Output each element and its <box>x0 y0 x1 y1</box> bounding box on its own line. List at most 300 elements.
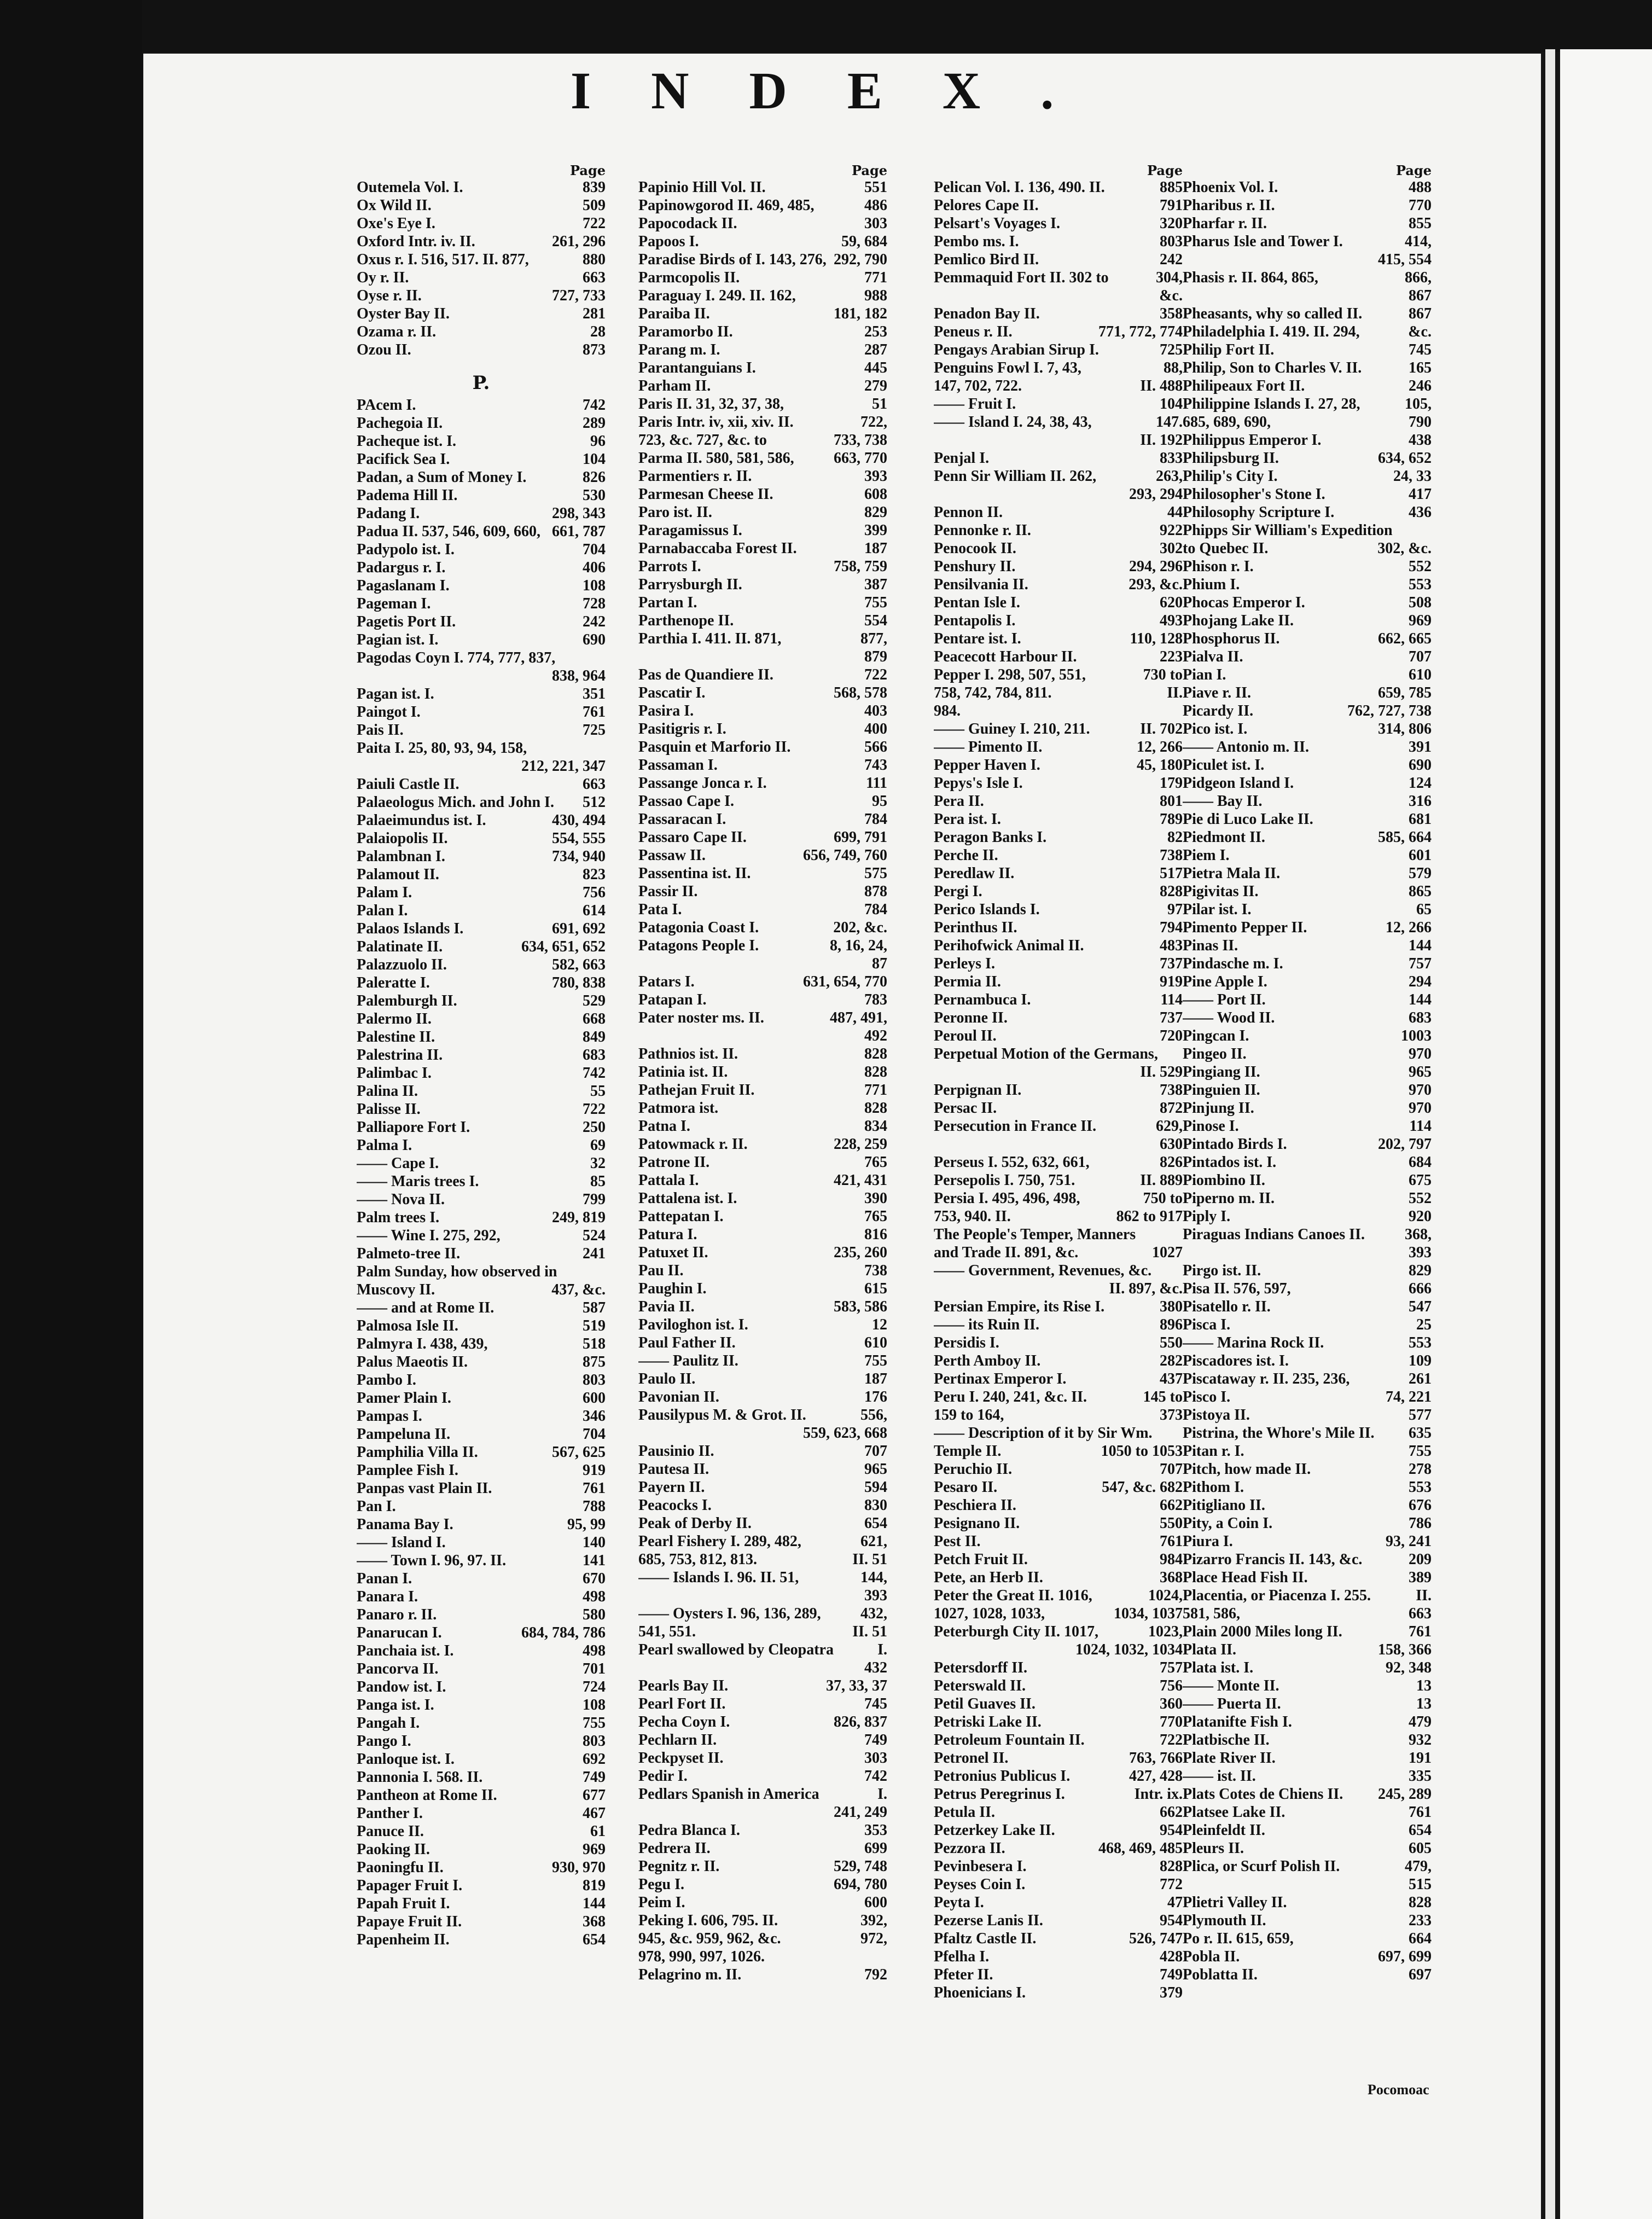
index-entry <box>638 1189 887 1207</box>
entry-term: Pergi I. <box>934 883 982 900</box>
entry-pages: 233 <box>1409 1912 1432 1929</box>
index-entry <box>1183 1334 1432 1352</box>
entry-pages: 838, 964 <box>552 667 606 684</box>
index-entry <box>1183 1298 1432 1316</box>
index-entry <box>1183 485 1432 503</box>
entry-pages: 320 <box>1160 215 1183 232</box>
entry-term: Pisco I. <box>1183 1389 1231 1405</box>
index-entry <box>357 233 606 251</box>
entry-term: 685, 689, 690, <box>1183 414 1271 431</box>
entry-pages: 878 <box>864 883 887 900</box>
entry-term: Peterswald II. <box>934 1677 1026 1694</box>
entry-term: Pithom I. <box>1183 1479 1244 1496</box>
entry-term: Pentare ist. I. <box>934 630 1021 647</box>
entry-pages: 104 <box>1160 396 1183 413</box>
entry-pages: 722 <box>583 1101 606 1118</box>
entry-term: Peragon Banks I. <box>934 829 1047 846</box>
entry-term: Paraguay I. 249. II. 162, <box>638 287 796 304</box>
entry-term: Pleinfeldt II. <box>1183 1822 1265 1839</box>
entry-term: Padua II. 537, 546, 609, 660, <box>357 523 541 540</box>
entry-term: Persian Empire, its Rise I. <box>934 1298 1105 1315</box>
index-entry <box>934 901 1183 919</box>
index-entry <box>934 1135 1183 1153</box>
entry-pages: 734, 940 <box>552 848 606 865</box>
entry-pages: 421, 431 <box>834 1172 887 1189</box>
entry-term: Phasis r. II. 864, 865, <box>1183 269 1318 286</box>
entry-pages: 303 <box>864 215 887 232</box>
entry-term: Perinthus II. <box>934 919 1017 936</box>
entry-term: Persepolis I. 750, 751. <box>934 1172 1075 1189</box>
entry-term: Piedmont II. <box>1183 829 1265 846</box>
entry-pages: 970 <box>1409 1045 1432 1062</box>
index-entry <box>934 1045 1183 1063</box>
entry-term: Passaman I. <box>638 757 718 774</box>
entry-term: Palmeto-tree II. <box>357 1245 461 1262</box>
entry-term: Pata I. <box>638 901 682 918</box>
entry-pages: 676 <box>1409 1497 1432 1514</box>
index-entry <box>638 1857 887 1875</box>
index-entry <box>357 269 606 287</box>
entry-term: Papoos I. <box>638 233 699 250</box>
index-entry <box>638 901 887 919</box>
index-entry <box>638 1135 887 1153</box>
index-entry <box>638 882 887 901</box>
entry-term: Pagaslanam I. <box>357 577 450 594</box>
index-entry <box>357 559 606 577</box>
index-entry <box>638 1352 887 1370</box>
entry-term: —— Island I. <box>357 1534 446 1551</box>
entry-term: —— Town I. 96, 97. II. <box>357 1552 507 1569</box>
entry-term: —— Oysters I. 96, 136, 289, <box>638 1605 821 1622</box>
entry-term: Pageman I. <box>357 595 431 612</box>
entry-term: —— and at Rome II. <box>357 1299 495 1316</box>
entry-term: —— Paulitz II. <box>638 1352 738 1369</box>
index-entry <box>638 521 887 539</box>
entry-term: Pasira I. <box>638 702 694 719</box>
entry-pages: 438 <box>1409 432 1432 449</box>
entry-term: Palina II. <box>357 1083 418 1100</box>
index-entry <box>638 251 887 269</box>
index-entry <box>1183 828 1432 846</box>
index-entry <box>934 702 1183 720</box>
index-entry <box>934 1099 1183 1117</box>
entry-term: Peter the Great II. 1016, <box>934 1587 1092 1604</box>
entry-pages: 141 <box>583 1552 606 1569</box>
entry-term: Pigivitas II. <box>1183 883 1259 900</box>
entry-term: Phipps Sir William's Expedition <box>1183 522 1393 539</box>
index-entry <box>934 630 1183 648</box>
index-entry <box>1183 882 1432 901</box>
entry-pages: 108 <box>583 1697 606 1713</box>
index-entry <box>638 1334 887 1352</box>
entry-pages: 755 <box>864 594 887 611</box>
index-entry <box>638 377 887 395</box>
index-entry <box>934 720 1183 738</box>
entry-term: Picardy II. <box>1183 702 1254 719</box>
index-entry <box>934 1930 1183 1948</box>
entry-pages: 250 <box>583 1119 606 1136</box>
index-entry <box>1183 1406 1432 1424</box>
entry-pages: 784 <box>864 901 887 918</box>
entry-pages: 87 <box>872 955 887 972</box>
entry-term: Plata II. <box>1183 1641 1236 1658</box>
index-entry <box>934 1334 1183 1352</box>
index-entry <box>1183 377 1432 395</box>
entry-pages: 737 <box>1160 955 1183 972</box>
entry-term: Pinas II. <box>1183 937 1238 954</box>
index-entry <box>638 1225 887 1244</box>
entry-term: Patagons People I. <box>638 937 759 954</box>
index-entry <box>934 1081 1183 1099</box>
index-entry <box>357 1479 606 1497</box>
entry-pages: 82 <box>1167 829 1183 846</box>
entry-pages: 393 <box>1409 1244 1432 1261</box>
entry-term: Oxford Intr. iv. II. <box>357 233 475 250</box>
entry-pages: 88, <box>1164 359 1183 376</box>
entry-term: —— ist. II. <box>1183 1768 1256 1785</box>
entry-pages: 823 <box>583 866 606 883</box>
entry-term: Pintado Birds I. <box>1183 1136 1287 1153</box>
entry-term: Peyta I. <box>934 1894 984 1911</box>
index-entry <box>934 828 1183 846</box>
index-entry <box>638 196 887 214</box>
entry-term: Pegnitz r. II. <box>638 1858 720 1875</box>
entry-term: Pamplee Fish I. <box>357 1462 458 1479</box>
entry-pages: 749 <box>583 1769 606 1786</box>
entry-pages: 668 <box>583 1010 606 1027</box>
entry-pages: &c. <box>1159 287 1183 304</box>
index-entry <box>638 1785 887 1803</box>
entry-term: —— Wood II. <box>1183 1009 1275 1026</box>
entry-term: 984. <box>934 702 961 719</box>
entry-term: Pavonian II. <box>638 1389 719 1405</box>
entry-pages: 756 <box>1160 1677 1183 1694</box>
entry-term: Padang I. <box>357 505 420 522</box>
entry-term: Perpetual Motion of the Germans, <box>934 1045 1158 1062</box>
entry-term: Philadelphia I. 419. II. 294, <box>1183 323 1360 340</box>
entry-pages: 12, 266 <box>1386 919 1432 936</box>
index-entry <box>1183 395 1432 413</box>
index-entry <box>1183 1207 1432 1225</box>
entry-pages: 792 <box>864 1966 887 1983</box>
entry-term: Passange Jonca r. I. <box>638 775 767 792</box>
index-entry <box>357 196 606 214</box>
entry-term: Pinguien II. <box>1183 1082 1260 1099</box>
entry-pages: 755 <box>864 1352 887 1369</box>
entry-pages: 749 <box>1160 1966 1183 1983</box>
entry-pages: 865 <box>1409 883 1432 900</box>
index-entry <box>934 1370 1183 1388</box>
entry-term: Petzerkey Lake II. <box>934 1822 1055 1839</box>
entry-pages: 799 <box>583 1191 606 1208</box>
entry-term: Penshury II. <box>934 558 1016 575</box>
index-entry <box>357 1660 606 1678</box>
index-entry <box>934 1857 1183 1875</box>
entry-pages: 165 <box>1409 359 1432 376</box>
entry-term: Pan I. <box>357 1498 396 1515</box>
entry-term: Panara I. <box>357 1588 418 1605</box>
entry-term: Pingcan I. <box>1183 1027 1249 1044</box>
entry-pages: 498 <box>583 1642 606 1659</box>
entry-term: Paradise Birds of I. 143, 276, <box>638 251 827 268</box>
entry-term: —— Bay II. <box>1183 793 1263 810</box>
entry-pages: 51 <box>872 396 887 413</box>
entry-term: Palermo II. <box>357 1010 432 1027</box>
index-entry <box>357 1172 606 1190</box>
index-entry <box>1183 467 1432 485</box>
index-entry <box>1183 287 1432 305</box>
entry-term: Passaw II. <box>638 847 706 864</box>
entry-term: Perihofwick Animal II. <box>934 937 1084 954</box>
entry-pages: 85 <box>590 1173 606 1190</box>
index-entry <box>638 485 887 503</box>
entry-pages: 855 <box>1409 215 1432 232</box>
index-entry <box>934 919 1183 937</box>
entry-pages: 316 <box>1409 793 1432 810</box>
entry-pages: 432, <box>860 1605 887 1622</box>
entry-pages: 55 <box>590 1083 606 1100</box>
entry-term: Patura I. <box>638 1226 697 1243</box>
entry-term: Petrus Peregrinus I. <box>934 1786 1065 1803</box>
index-entry <box>638 539 887 557</box>
entry-pages: 830 <box>864 1497 887 1514</box>
entry-pages: 984 <box>1160 1551 1183 1568</box>
entry-pages: 279 <box>864 377 887 394</box>
entry-pages: 158, 366 <box>1378 1641 1432 1658</box>
entry-pages: 512 <box>583 794 606 811</box>
entry-pages: 656, 749, 760 <box>803 847 887 864</box>
entry-pages: 105, <box>1405 396 1432 413</box>
index-entry <box>638 1081 887 1099</box>
entry-pages: 701 <box>583 1660 606 1677</box>
index-entry <box>1183 1153 1432 1171</box>
entry-term: Papinowgorod II. 469, 485, <box>638 197 815 214</box>
entry-pages: 32 <box>590 1155 606 1172</box>
index-entry <box>357 1010 606 1028</box>
entry-pages: 202, 797 <box>1378 1136 1432 1153</box>
entry-pages: 791 <box>1160 197 1183 214</box>
entry-pages: 145 to <box>1143 1389 1183 1405</box>
entry-pages: 788 <box>583 1498 606 1515</box>
index-entry <box>934 1009 1183 1027</box>
index-entry <box>638 1153 887 1171</box>
index-entry <box>934 1912 1183 1930</box>
entry-term: Pau II. <box>638 1262 684 1279</box>
entry-pages: 373 <box>1160 1407 1183 1424</box>
entry-pages: 96 <box>590 433 606 450</box>
index-entry <box>638 720 887 738</box>
entry-pages: &c. <box>1408 323 1432 340</box>
entry-pages: 278 <box>1409 1461 1432 1478</box>
entry-pages: 69 <box>590 1137 606 1154</box>
index-entry <box>1183 214 1432 233</box>
entry-term: Passentina ist. II. <box>638 865 751 882</box>
entry-pages: 428 <box>1160 1948 1183 1965</box>
entry-pages: 529, 748 <box>834 1858 887 1875</box>
index-entry <box>934 937 1183 955</box>
index-entry <box>357 396 606 414</box>
entry-pages: 755 <box>583 1715 606 1732</box>
index-entry <box>357 1407 606 1425</box>
entry-pages: 749 <box>864 1732 887 1749</box>
index-entry <box>934 1460 1183 1478</box>
index-entry <box>357 1461 606 1479</box>
entry-term: Phojang Lake II. <box>1183 612 1294 629</box>
entry-term: Petronel II. <box>934 1750 1009 1767</box>
entry-pages: 761 <box>583 1480 606 1497</box>
index-entry <box>934 792 1183 810</box>
index-entry <box>357 414 606 432</box>
entry-term: Paris II. 31, 32, 37, 38, <box>638 396 784 413</box>
entry-pages: 65 <box>1416 901 1432 918</box>
index-entry <box>357 920 606 938</box>
entry-pages: 427, 428 <box>1129 1768 1183 1785</box>
entry-term: Piscadores ist. I. <box>1183 1352 1289 1369</box>
entry-term: Patna I. <box>638 1118 690 1135</box>
index-entry <box>638 1930 887 1948</box>
index-entry <box>1183 1550 1432 1569</box>
entry-pages: 399 <box>864 522 887 539</box>
entry-term: Penocook II. <box>934 540 1016 557</box>
entry-term: Passaracan I. <box>638 811 726 828</box>
entry-pages: 302 <box>1160 540 1183 557</box>
entry-pages: 498 <box>583 1588 606 1605</box>
entry-pages: 896 <box>1160 1316 1183 1333</box>
entry-pages: 829 <box>1409 1262 1432 1279</box>
entry-term: Pietra Mala II. <box>1183 865 1281 882</box>
entry-pages: 45, 180 <box>1137 757 1183 774</box>
entry-pages: 877, <box>860 630 887 647</box>
index-entry <box>1183 666 1432 684</box>
entry-pages: 615 <box>864 1280 887 1297</box>
entry-pages: 235, 260 <box>834 1244 887 1261</box>
index-entry <box>934 991 1183 1009</box>
index-entry <box>638 214 887 233</box>
index-entry <box>934 1713 1183 1731</box>
entry-pages: 24, 33 <box>1393 468 1432 485</box>
entry-pages: 756 <box>583 884 606 901</box>
entry-term: Pacheque ist. I. <box>357 433 456 450</box>
entry-term: —— Island I. 24, 38, 43, <box>934 414 1092 431</box>
entry-term: Patinia ist. II. <box>638 1064 728 1081</box>
entry-term: Pepper I. 298, 507, 551, <box>934 666 1086 683</box>
entry-pages: 763, 766 <box>1129 1750 1183 1767</box>
index-entry <box>357 739 606 775</box>
entry-term: Pelagrino m. II. <box>638 1966 742 1983</box>
entry-term: Paul Father II. <box>638 1334 736 1351</box>
index-entry <box>357 305 606 323</box>
entry-pages: 697, 699 <box>1378 1948 1432 1965</box>
entry-term: Peacecott Harbour II. <box>934 648 1077 665</box>
entry-term: Papaye Fruit II. <box>357 1913 462 1930</box>
index-entry <box>357 486 606 504</box>
index-entry <box>1183 1478 1432 1496</box>
entry-pages: 828 <box>864 1064 887 1081</box>
entry-pages: 742 <box>864 1768 887 1785</box>
entry-term: Pidgeon Island I. <box>1183 775 1294 792</box>
entry-pages: 147. <box>1156 414 1183 431</box>
index-entry <box>1183 359 1432 377</box>
index-entry <box>357 847 606 865</box>
index-entry <box>638 1406 887 1424</box>
entry-pages: 25 <box>1416 1316 1432 1333</box>
index-entry <box>357 865 606 884</box>
entry-pages: 124 <box>1409 775 1432 792</box>
entry-term: Ozama r. II. <box>357 323 437 340</box>
index-entry <box>357 1245 606 1263</box>
index-entry <box>1183 1569 1432 1587</box>
entry-term: The People's Temper, Manners <box>934 1226 1136 1243</box>
index-entry <box>357 1624 606 1642</box>
index-entry <box>638 1641 887 1659</box>
entry-pages: 972, <box>860 1930 887 1947</box>
adjacent-page-edge <box>1560 49 1652 2219</box>
index-entry <box>638 774 887 792</box>
index-entry <box>934 1316 1183 1334</box>
entry-term: Palazzuolo II. <box>357 956 447 973</box>
index-entry <box>934 576 1183 594</box>
entry-pages: 47 <box>1167 1894 1183 1911</box>
entry-pages: 246 <box>1409 377 1432 394</box>
entry-pages: 242 <box>583 613 606 630</box>
entry-pages: 261 <box>1409 1370 1432 1387</box>
entry-term: Papager Fruit I. <box>357 1877 463 1894</box>
entry-pages: 8, 16, 24, <box>830 937 887 954</box>
entry-pages: 202, &c. <box>833 919 887 936</box>
entry-pages: 970 <box>1409 1100 1432 1117</box>
entry-term: Pathejan Fruit II. <box>638 1082 755 1099</box>
entry-term: Peking I. 606, 795. II. <box>638 1912 778 1929</box>
entry-pages: 919 <box>1160 973 1183 990</box>
entry-pages: 554, 555 <box>552 830 606 847</box>
index-entry <box>638 1496 887 1514</box>
entry-pages: 13 <box>1416 1677 1432 1694</box>
entry-term: Palm Sunday, how observed in <box>357 1263 557 1280</box>
index-entry <box>357 214 606 233</box>
index-entry <box>1183 1677 1432 1695</box>
entry-pages: 969 <box>583 1841 606 1858</box>
entry-pages: 879 <box>864 648 887 665</box>
entry-pages: 742 <box>583 1065 606 1082</box>
entry-pages: 932 <box>1409 1732 1432 1749</box>
entry-term: Pialva II. <box>1183 648 1243 665</box>
entry-pages: 834 <box>864 1118 887 1135</box>
index-entry <box>1183 1009 1432 1027</box>
index-entry <box>357 1931 606 1949</box>
entry-term: Plain 2000 Miles long II. <box>1183 1623 1342 1640</box>
entry-pages: 828 <box>1409 1894 1432 1911</box>
entry-pages: 828 <box>864 1100 887 1117</box>
index-entry <box>638 828 887 846</box>
entry-term: —— Cape I. <box>357 1155 439 1172</box>
entry-term: Perleys I. <box>934 955 995 972</box>
entry-pages: 304, <box>1156 269 1183 286</box>
entry-term: Pesignano II. <box>934 1515 1020 1532</box>
entry-pages: 261, 296 <box>552 233 606 250</box>
entry-pages: 720 <box>1160 1027 1183 1044</box>
entry-term: Pfelha I. <box>934 1948 990 1965</box>
entry-pages: 109 <box>1409 1352 1432 1369</box>
entry-term: 147, 702, 722. <box>934 377 1022 394</box>
index-entry <box>1183 1875 1432 1893</box>
entry-term: Parantanguians I. <box>638 359 756 376</box>
index-entry <box>357 649 606 685</box>
entry-term: Pelsart's Voyages I. <box>934 215 1060 232</box>
index-entry <box>1183 1803 1432 1821</box>
index-entry <box>357 251 606 269</box>
entry-pages: 13 <box>1416 1695 1432 1712</box>
entry-term: Parang m. I. <box>638 341 720 358</box>
